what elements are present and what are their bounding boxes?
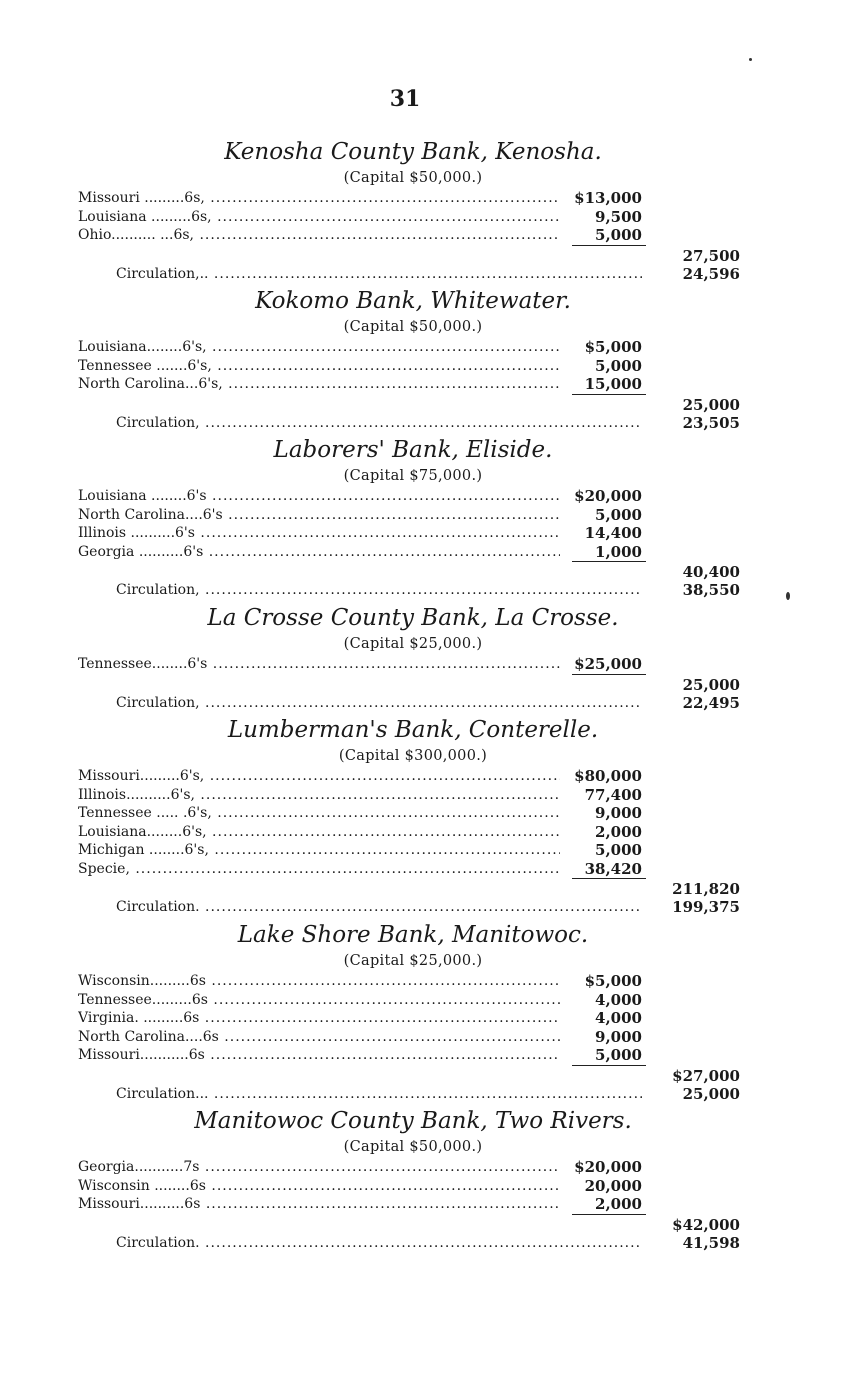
holding-label: North Carolina....6's ..... bbox=[78, 506, 560, 525]
holding-label: Georgia ..........6's ..... bbox=[78, 543, 560, 562]
holding-label: North Carolina...6's, ..... bbox=[78, 375, 560, 394]
holdings-list bbox=[78, 655, 748, 674]
holding-label: Illinois..........6's, ..... bbox=[78, 786, 560, 805]
bank-title: Laborers' Bank, Eliside. bbox=[273, 437, 553, 463]
ink-speck bbox=[786, 592, 790, 600]
total-line bbox=[78, 1216, 748, 1234]
circulation-label: Circulation. ..... bbox=[116, 898, 642, 916]
holding-amount: 20,000 bbox=[584, 1176, 642, 1195]
holding-row bbox=[78, 506, 748, 525]
page-number: 31 bbox=[389, 86, 421, 112]
holding-row bbox=[78, 841, 748, 860]
bank-total: 211,820 bbox=[672, 880, 740, 898]
circulation-row bbox=[78, 694, 748, 712]
holding-row bbox=[78, 804, 748, 823]
holding-label: Tennessee.........6s ..... bbox=[78, 991, 560, 1010]
circulation-row bbox=[78, 1085, 748, 1103]
holding-label: Georgia...........7s ..... bbox=[78, 1158, 560, 1177]
holding-amount: $13,000 bbox=[574, 189, 642, 207]
bank-capital: (Capital $25,000.) bbox=[343, 953, 483, 969]
bank-section bbox=[78, 715, 748, 916]
circulation-label: Circulation. ..... bbox=[116, 1234, 642, 1252]
holding-row bbox=[78, 226, 748, 245]
circulation-value: 199,375 bbox=[672, 898, 740, 916]
total-line bbox=[78, 563, 748, 581]
holding-row bbox=[78, 189, 748, 208]
holding-row bbox=[78, 487, 748, 506]
holding-row bbox=[78, 655, 748, 674]
bank-title: La Crosse County Bank, La Crosse. bbox=[207, 605, 619, 631]
holding-amount: 5,000 bbox=[595, 226, 642, 244]
holding-amount: $5,000 bbox=[584, 338, 642, 356]
bank-section bbox=[78, 137, 748, 283]
holding-label: Wisconsin ........6s ..... bbox=[78, 1177, 560, 1196]
bank-section bbox=[78, 286, 748, 432]
holding-label: Missouri...........6s ..... bbox=[78, 1046, 560, 1065]
holding-amount: 14,400 bbox=[584, 524, 642, 542]
holding-row bbox=[78, 1177, 748, 1196]
holding-row bbox=[78, 1028, 748, 1047]
holding-label: Virginia. .........6s ..... bbox=[78, 1009, 560, 1028]
circulation-value: 22,495 bbox=[682, 693, 740, 712]
holding-amount: $25,000 bbox=[574, 655, 642, 673]
holding-label: Michigan ........6's, ..... bbox=[78, 841, 560, 860]
holding-amount: 15,000 bbox=[584, 375, 642, 393]
bank-capital: (Capital $75,000.) bbox=[343, 468, 483, 484]
bank-section bbox=[78, 603, 748, 712]
circulation-value: 25,000 bbox=[682, 1084, 740, 1103]
circulation-value: 23,505 bbox=[682, 413, 740, 432]
holding-amount: 2,000 bbox=[595, 822, 642, 841]
holding-row bbox=[78, 338, 748, 357]
holding-row bbox=[78, 375, 748, 394]
holding-amount: 38,420 bbox=[584, 859, 642, 878]
holding-row bbox=[78, 1046, 748, 1065]
holding-amount: $80,000 bbox=[574, 767, 642, 785]
holdings-list bbox=[78, 972, 748, 1065]
total-line bbox=[78, 676, 748, 694]
holding-label: Specie, ..... bbox=[78, 860, 560, 879]
total-line bbox=[78, 396, 748, 414]
holding-row bbox=[78, 767, 748, 786]
circulation-label: Circulation,.. ..... bbox=[116, 265, 642, 283]
holding-row bbox=[78, 1009, 748, 1028]
holding-amount: 9,500 bbox=[595, 207, 642, 226]
bank-total: $42,000 bbox=[672, 1215, 740, 1234]
holding-label: Missouri..........6s ..... bbox=[78, 1195, 560, 1214]
bank-capital: (Capital $300,000.) bbox=[338, 748, 488, 764]
bank-total: 25,000 bbox=[682, 395, 740, 414]
circulation-row bbox=[78, 414, 748, 432]
holding-row bbox=[78, 1158, 748, 1177]
bank-capital: (Capital $50,000.) bbox=[343, 170, 483, 186]
holding-row bbox=[78, 786, 748, 805]
holding-row bbox=[78, 991, 748, 1010]
holding-label: Louisiana .........6s, ..... bbox=[78, 208, 560, 227]
holding-row bbox=[78, 823, 748, 842]
circulation-label: Circulation, ..... bbox=[116, 414, 642, 432]
holding-label: Tennessee........6's ..... bbox=[78, 655, 560, 674]
bank-title: Kenosha County Bank, Kenosha. bbox=[224, 139, 602, 165]
holding-label: Wisconsin.........6s ..... bbox=[78, 972, 560, 991]
holding-amount: 4,000 bbox=[595, 990, 642, 1009]
holding-amount: 5,000 bbox=[595, 1046, 642, 1064]
holding-label: North Carolina....6s ..... bbox=[78, 1028, 560, 1047]
holding-label: Louisiana........6's, ..... bbox=[78, 338, 560, 357]
holding-row bbox=[78, 860, 748, 879]
holding-amount: $5,000 bbox=[584, 972, 642, 990]
bank-section bbox=[78, 920, 748, 1103]
holding-amount: 77,400 bbox=[584, 785, 642, 804]
holding-label: Missouri.........6's, ..... bbox=[78, 767, 560, 786]
bank-section bbox=[78, 435, 748, 599]
bank-capital: (Capital $50,000.) bbox=[343, 1139, 483, 1155]
holding-label: Louisiana........6's, ..... bbox=[78, 823, 560, 842]
holding-row bbox=[78, 357, 748, 376]
holding-amount: 4,000 bbox=[595, 1009, 642, 1027]
bank-title: Lake Shore Bank, Manitowoc. bbox=[237, 922, 589, 948]
bank-title: Kokomo Bank, Whitewater. bbox=[255, 288, 571, 314]
holding-amount: 9,000 bbox=[595, 1027, 642, 1046]
holdings-list bbox=[78, 767, 748, 878]
holding-row bbox=[78, 1195, 748, 1214]
circulation-label: Circulation... ..... bbox=[116, 1085, 642, 1103]
holding-row bbox=[78, 543, 748, 562]
holding-label: Tennessee .......6's, ..... bbox=[78, 357, 560, 376]
bank-section bbox=[78, 1106, 748, 1252]
total-line bbox=[78, 1067, 748, 1085]
holding-amount: 5,000 bbox=[595, 841, 642, 859]
holding-row bbox=[78, 208, 748, 227]
holding-label: Louisiana ........6's ..... bbox=[78, 487, 560, 506]
holding-row bbox=[78, 972, 748, 991]
holding-amount: 5,000 bbox=[595, 505, 642, 524]
circulation-value: 24,596 bbox=[682, 264, 740, 283]
bank-total: 25,000 bbox=[682, 675, 740, 694]
circulation-row bbox=[78, 581, 748, 599]
holding-amount: 2,000 bbox=[595, 1195, 642, 1213]
circulation-label: Circulation, ..... bbox=[116, 694, 642, 712]
ink-speck bbox=[749, 58, 752, 61]
holdings-list bbox=[78, 487, 748, 561]
bank-title: Lumberman's Bank, Conterelle. bbox=[227, 717, 599, 743]
holding-amount: 9,000 bbox=[595, 804, 642, 822]
holdings-list bbox=[78, 1158, 748, 1214]
holding-amount: 1,000 bbox=[595, 542, 642, 561]
holding-amount: $20,000 bbox=[574, 487, 642, 505]
circulation-row bbox=[78, 1234, 748, 1252]
holding-amount: $20,000 bbox=[574, 1158, 642, 1176]
bank-capital: (Capital $50,000.) bbox=[343, 319, 483, 335]
bank-title: Manitowoc County Bank, Two Rivers. bbox=[194, 1108, 632, 1134]
circulation-label: Circulation, ..... bbox=[116, 581, 642, 599]
holding-label: Illinois ..........6's ..... bbox=[78, 524, 560, 543]
circulation-row bbox=[78, 898, 748, 916]
bank-total: 40,400 bbox=[682, 563, 740, 581]
circulation-row bbox=[78, 265, 748, 283]
bank-capital: (Capital $25,000.) bbox=[343, 636, 483, 652]
holding-label: Tennessee ..... .6's, ..... bbox=[78, 804, 560, 823]
total-line bbox=[78, 880, 748, 898]
holding-amount: 5,000 bbox=[595, 356, 642, 375]
holdings-list bbox=[78, 338, 748, 394]
circulation-value: 38,550 bbox=[682, 581, 740, 599]
bank-total: 27,500 bbox=[682, 246, 740, 265]
bank-total: $27,000 bbox=[672, 1066, 740, 1085]
holding-label: Missouri .........6s, ..... bbox=[78, 189, 560, 208]
holding-label: Ohio.......... ...6s, ..... bbox=[78, 226, 560, 245]
total-line bbox=[78, 247, 748, 265]
circulation-value: 41,598 bbox=[682, 1233, 740, 1252]
holding-row bbox=[78, 524, 748, 543]
holdings-list bbox=[78, 189, 748, 245]
